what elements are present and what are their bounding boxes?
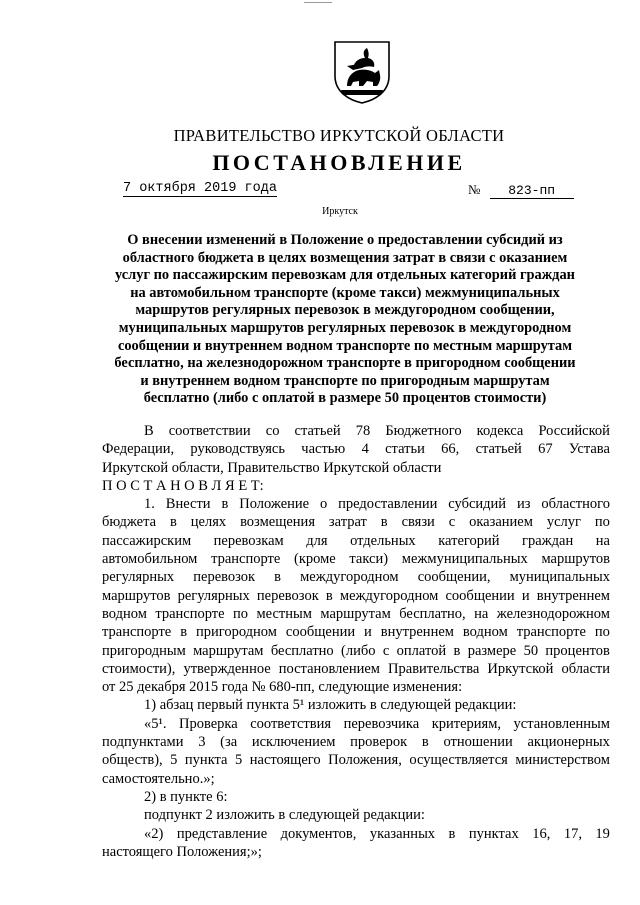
body-word: в xyxy=(421,734,429,751)
body-word: в xyxy=(180,624,188,641)
coat-of-arms-emblem xyxy=(333,40,391,104)
body-line: Иркутской области, Правительство Иркутской области xyxy=(102,459,442,476)
body-word: оплатой xyxy=(396,642,447,659)
body-word: транспорте xyxy=(211,551,281,568)
body-word: постановлением xyxy=(278,660,380,677)
body-word: Иркутской xyxy=(487,660,554,677)
body-word: железнодорожном xyxy=(496,605,610,622)
body-word: по xyxy=(594,514,610,531)
body-line xyxy=(102,642,610,660)
body-word: местным xyxy=(256,605,312,622)
body-line xyxy=(102,715,610,733)
body-word: целях xyxy=(190,514,227,531)
body-word: в xyxy=(325,587,333,604)
body-line xyxy=(102,660,610,678)
body-word: (кроме xyxy=(294,551,336,568)
title-line: сообщении и внутреннем водном транспорте по местным маршрутам xyxy=(117,337,573,354)
body-word: транспорте xyxy=(155,605,225,622)
document-date xyxy=(123,181,277,196)
document-number xyxy=(468,182,574,199)
body-word: для xyxy=(306,532,328,549)
body-word: настоящего xyxy=(249,752,321,769)
number-value: 823-пп xyxy=(490,183,574,199)
title-line: маршрутов регулярных перевозок в междугородном сообщении, xyxy=(135,302,555,319)
body-word: исключением xyxy=(251,734,336,751)
body-word: осуществляется xyxy=(409,752,508,769)
body-line xyxy=(102,623,610,641)
body-word: 1. xyxy=(144,496,155,513)
body-line xyxy=(102,440,610,458)
body-word: на xyxy=(595,532,610,549)
body-word: перевозок xyxy=(256,587,319,604)
body-word: Положение xyxy=(239,496,310,513)
body-word: и xyxy=(521,587,530,604)
body-word: документов, xyxy=(280,825,357,842)
body-line: 1) абзац первый пункта 5¹ изложить в следующей редакции: xyxy=(144,697,517,714)
title-line: О внесении изменений в Положение о предоставлении субсидий из xyxy=(127,232,563,248)
body-word: 5 xyxy=(170,752,178,769)
date-underline xyxy=(123,196,277,197)
body-word: «5¹. xyxy=(144,715,167,732)
body-word: сообщении xyxy=(285,624,356,641)
body-word: услуг xyxy=(546,514,581,531)
body-word: акционерных xyxy=(527,734,610,751)
body-word: процентов xyxy=(545,642,610,659)
body-line: от 25 декабря 2015 года № 680-пп, следующие изменения: xyxy=(102,679,463,696)
body-word: соответствия xyxy=(250,715,332,732)
body-word: такси) xyxy=(349,551,389,568)
body-word: бесплатно, xyxy=(399,605,466,622)
body-word: перевозчика xyxy=(343,715,420,732)
body-word: в xyxy=(453,642,461,659)
body-word: подпунктами xyxy=(102,734,184,751)
body-word: стоимости), xyxy=(102,660,176,677)
body-word: проверок xyxy=(350,734,408,751)
body-word: установленным xyxy=(513,715,610,732)
title-line: и внутреннем водном транспорте по пригородным маршрутам xyxy=(140,372,550,389)
body-word: оказанием xyxy=(469,514,533,531)
body-word: Внести xyxy=(165,496,211,513)
body-word: транспорте xyxy=(516,624,586,641)
body-word: возмещения xyxy=(240,514,315,531)
body-line: 2) в пункте 6: xyxy=(144,788,228,805)
body-word: 67 xyxy=(538,441,553,458)
document-type-heading: ПОСТАНОВЛЕНИЕ xyxy=(212,150,466,175)
body-word: Российской xyxy=(538,423,610,439)
body-word: пассажирским xyxy=(102,532,192,549)
body-word: водном xyxy=(102,605,147,622)
document-city: Иркутск xyxy=(322,206,358,217)
body-word: в xyxy=(274,569,282,586)
body-word: 66, xyxy=(441,441,460,458)
body-line: самостоятельно.»; xyxy=(102,770,215,787)
body-word: 78 xyxy=(355,423,371,439)
body-word: отношении xyxy=(443,734,513,751)
body-word: маршрутов xyxy=(541,551,610,568)
body-word: руководствуясь xyxy=(190,441,285,458)
body-word: критериям, xyxy=(431,715,502,732)
body-word: Устава xyxy=(568,441,610,458)
body-word: по xyxy=(233,605,249,622)
body-word: с xyxy=(448,514,456,531)
body-word: регулярных xyxy=(177,587,250,604)
body-word: бесплатно xyxy=(270,642,334,659)
body-word: с xyxy=(382,642,390,659)
body-word: междугородном xyxy=(300,569,399,586)
body-word: из xyxy=(516,496,531,513)
body-word: маршрутов xyxy=(102,587,171,604)
body-word: Правительства xyxy=(388,660,480,677)
body-word: бюджета xyxy=(102,514,157,531)
body-word: пригородным xyxy=(102,642,186,659)
body-word: В xyxy=(144,423,154,439)
body-line: подпункт 2 изложить в следующей редакции: xyxy=(144,807,425,824)
body-word: маршрутам xyxy=(193,642,264,659)
body-word: 4 xyxy=(361,441,369,458)
body-word: пункта xyxy=(184,752,228,769)
document-body xyxy=(102,422,610,861)
body-word: внутреннем xyxy=(536,587,610,604)
body-word: со xyxy=(265,423,280,439)
body-word: сообщении xyxy=(445,587,515,604)
body-word: муниципальных xyxy=(509,569,610,586)
body-word: «2) xyxy=(144,825,164,842)
body-word: области xyxy=(561,660,610,677)
body-word: 50 xyxy=(523,642,539,659)
title-line: бесплатно, на железнодорожном транспорте в пригородном сообщении xyxy=(114,355,576,372)
body-word: в xyxy=(221,496,229,513)
body-word: и xyxy=(364,624,372,641)
body-word: областного xyxy=(541,496,610,513)
body-word: межмуниципальных xyxy=(401,551,528,568)
body-word: граждан xyxy=(522,532,574,549)
body-line xyxy=(102,532,610,550)
body-word: Проверка xyxy=(179,715,238,732)
body-word: регулярных xyxy=(102,569,175,586)
body-word: на xyxy=(474,605,489,622)
body-word: перевозкам xyxy=(213,532,284,549)
body-word: (за xyxy=(220,734,238,751)
body-word: кодекса xyxy=(476,423,524,439)
body-word: междугородном xyxy=(339,587,439,604)
body-word: обществ), xyxy=(102,752,163,769)
body-line: П О С Т А Н О В Л Я Е Т: xyxy=(102,477,264,494)
body-word: 5 xyxy=(235,752,243,769)
body-word: указанных xyxy=(369,825,436,842)
body-word: (либо xyxy=(341,642,376,659)
government-name: ПРАВИТЕЛЬСТВО ИРКУТСКОЙ ОБЛАСТИ xyxy=(173,126,505,145)
body-word: маршрутам xyxy=(320,605,391,622)
body-word: отдельных xyxy=(350,532,416,549)
body-word: Положения, xyxy=(328,752,402,769)
body-line xyxy=(102,733,610,751)
date-text: 7 октября 2019 года xyxy=(123,181,277,196)
body-word: пунктах xyxy=(468,825,519,842)
body-word: сообщении, xyxy=(417,569,491,586)
number-sign: № xyxy=(468,182,481,197)
title-line: муниципальных маршрутов регулярных перевозок в междугородном xyxy=(118,319,572,336)
body-word: в xyxy=(170,514,177,531)
body-word: министерством xyxy=(515,752,610,769)
body-line xyxy=(102,568,610,586)
body-word: статьи xyxy=(385,441,425,458)
body-word: статьей xyxy=(294,423,341,439)
body-word: предоставлении xyxy=(338,496,438,513)
body-line xyxy=(102,422,610,440)
body-line xyxy=(102,495,610,513)
body-word: в xyxy=(448,825,456,842)
title-line: на автомобильном транспорте (кроме такси) межмуниципальных xyxy=(130,284,560,301)
body-word: соответствии xyxy=(168,423,251,439)
body-line xyxy=(102,550,610,568)
body-word: размере xyxy=(467,642,517,659)
body-word: статьей xyxy=(475,441,522,458)
body-line xyxy=(102,751,610,769)
body-word: представление xyxy=(176,825,268,842)
body-line xyxy=(102,587,610,605)
body-word: в xyxy=(380,514,388,531)
body-word: внутреннем xyxy=(380,624,454,641)
body-word: перевозок xyxy=(193,569,256,586)
body-word: 17, xyxy=(563,825,582,842)
title-line: областного бюджета в целях возмещения затрат в связи с оказанием xyxy=(122,249,568,266)
body-line xyxy=(102,825,610,843)
body-word: утвержденное xyxy=(183,660,271,677)
body-word: о xyxy=(320,496,328,513)
body-word: транспорте xyxy=(102,624,172,641)
document-title xyxy=(102,232,588,408)
body-word: затрат xyxy=(328,514,367,531)
body-line xyxy=(102,513,610,531)
body-word: Бюджетного xyxy=(385,423,462,439)
body-line xyxy=(102,605,610,623)
body-word: категорий xyxy=(438,532,500,549)
body-word: водном xyxy=(462,624,508,641)
title-line: бесплатно (либо с оплатой в размере 50 процентов стоимости) xyxy=(143,390,547,407)
body-word: пригородном xyxy=(195,624,277,641)
body-word: субсидий xyxy=(448,496,507,513)
body-word: связи xyxy=(401,514,435,531)
body-word: частью xyxy=(301,441,346,458)
body-word: по xyxy=(594,624,610,641)
body-word: 16, xyxy=(532,825,551,842)
body-word: автомобильном xyxy=(102,551,198,568)
body-word: 3 xyxy=(198,734,206,751)
title-line: услуг по пассажирским перевозкам для отдельных категорий граждан xyxy=(115,267,575,284)
scan-mark xyxy=(304,2,332,3)
body-line: настоящего Положения;»; xyxy=(102,843,262,860)
body-word: 19 xyxy=(595,825,610,842)
body-word: Федерации, xyxy=(102,441,175,458)
